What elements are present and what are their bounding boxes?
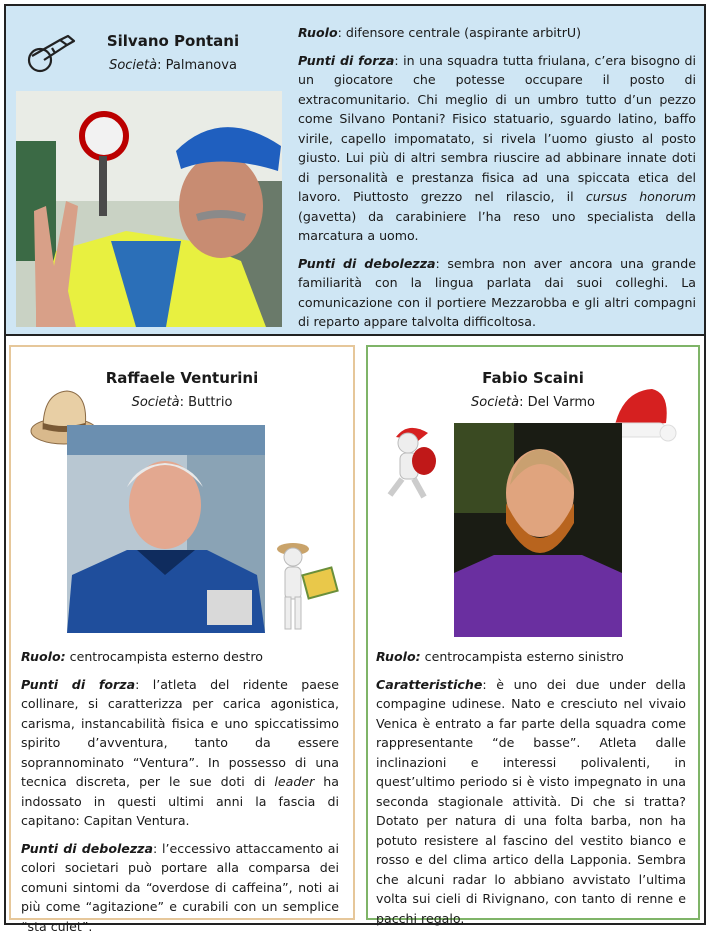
explorer-figure-icon — [271, 537, 341, 635]
player-photo — [16, 91, 282, 327]
player-photo — [67, 425, 265, 633]
player-description: Ruolo: centrocampista esterno destro Punti di forza: l’atleta del ridente paese collinare, si caratterizza per carica agonistica, carisma, instancabilità fisica e uno spiccatissimo spirito d’avventura, tanto da essere soprannominato “Ventura”. In possesso di una tecnica discreta, per le sue doti di leader ha indossato in questi ultimi anni la fascia di capitano: Capitan Ventura. Punti di debolezza: l’eccessivo attaccamento ai colori societari può portare alla comparsa dei comuni sintomi da “overdose di caffeina”, noti ai più come “agitazione” e curabili con un semplice “sta cuiet”. — [21, 649, 340, 934]
player-name: Raffaele Venturini — [105, 369, 259, 387]
whistle-icon — [22, 26, 84, 76]
player-card-pontani — [6, 6, 704, 336]
player-club: Società: Palmanova — [109, 58, 237, 73]
player-name: Silvano Pontani — [106, 32, 240, 50]
santa-figure-icon — [378, 423, 448, 503]
player-card-venturini — [9, 345, 355, 934]
player-description: Ruolo: difensore centrale (aspirante arbitrU) Punti di forza: in una squadra tutta friulana, c’era bisogno di un giocatore che potesse occupare il posto di extracomunitario. Chi meglio di un umbro tutto d’un pezzo come Silvano Pontani? Fisico statuario, sguardo latino, baffo virile, capello impomatato, si rivela l’uomo giusto al posto giusto. Lui più di altri sembra riuscire ad abbinare innate doti di personalità e prestanza fisica ad una spiccata etica del lavoro. Piuttosto grezzo nel rilascio, il cursus honorum (gavetta) da carabiniere l’ha reso uno specialista della marcatura a uomo. Punti di debolezza: sembra non aver ancora una grande familiarità con la lingua parlata dai suoi colleghi. La comunicazione con il portiere Mezzarobba e gli altri compagni di reparto appare talvolta difficoltosa. — [298, 25, 697, 329]
player-name: Fabio Scaini — [482, 369, 584, 387]
player-description: Ruolo: centrocampista esterno sinistro Caratteristiche: è uno dei due under della compagine udinese. Nato e cresciuto nel vivaio Venica è entrato a far parte della squadra come rappresentante “de basse”. Atleta dalle inclinazioni e interessi polivalenti, in quest’ultimo periodo si è visto impegnato in una seconda stagionale attività. Di che si tratta? Dotato per natura di una folta barba, non ha potuto resistere al fascino del vestito bianco e rosso e del clima artico della Lapponia. Sembra che alcuni radar lo abbiano avvistato l’ultima volta sui cieli di Rivignano, con tanto di renne e pacchi regalo. — [376, 649, 686, 926]
player-photo — [454, 423, 622, 637]
player-club: Società: Del Varmo — [471, 395, 595, 410]
player-card-scaini — [366, 345, 700, 926]
player-club: Società: Buttrio — [131, 395, 233, 410]
